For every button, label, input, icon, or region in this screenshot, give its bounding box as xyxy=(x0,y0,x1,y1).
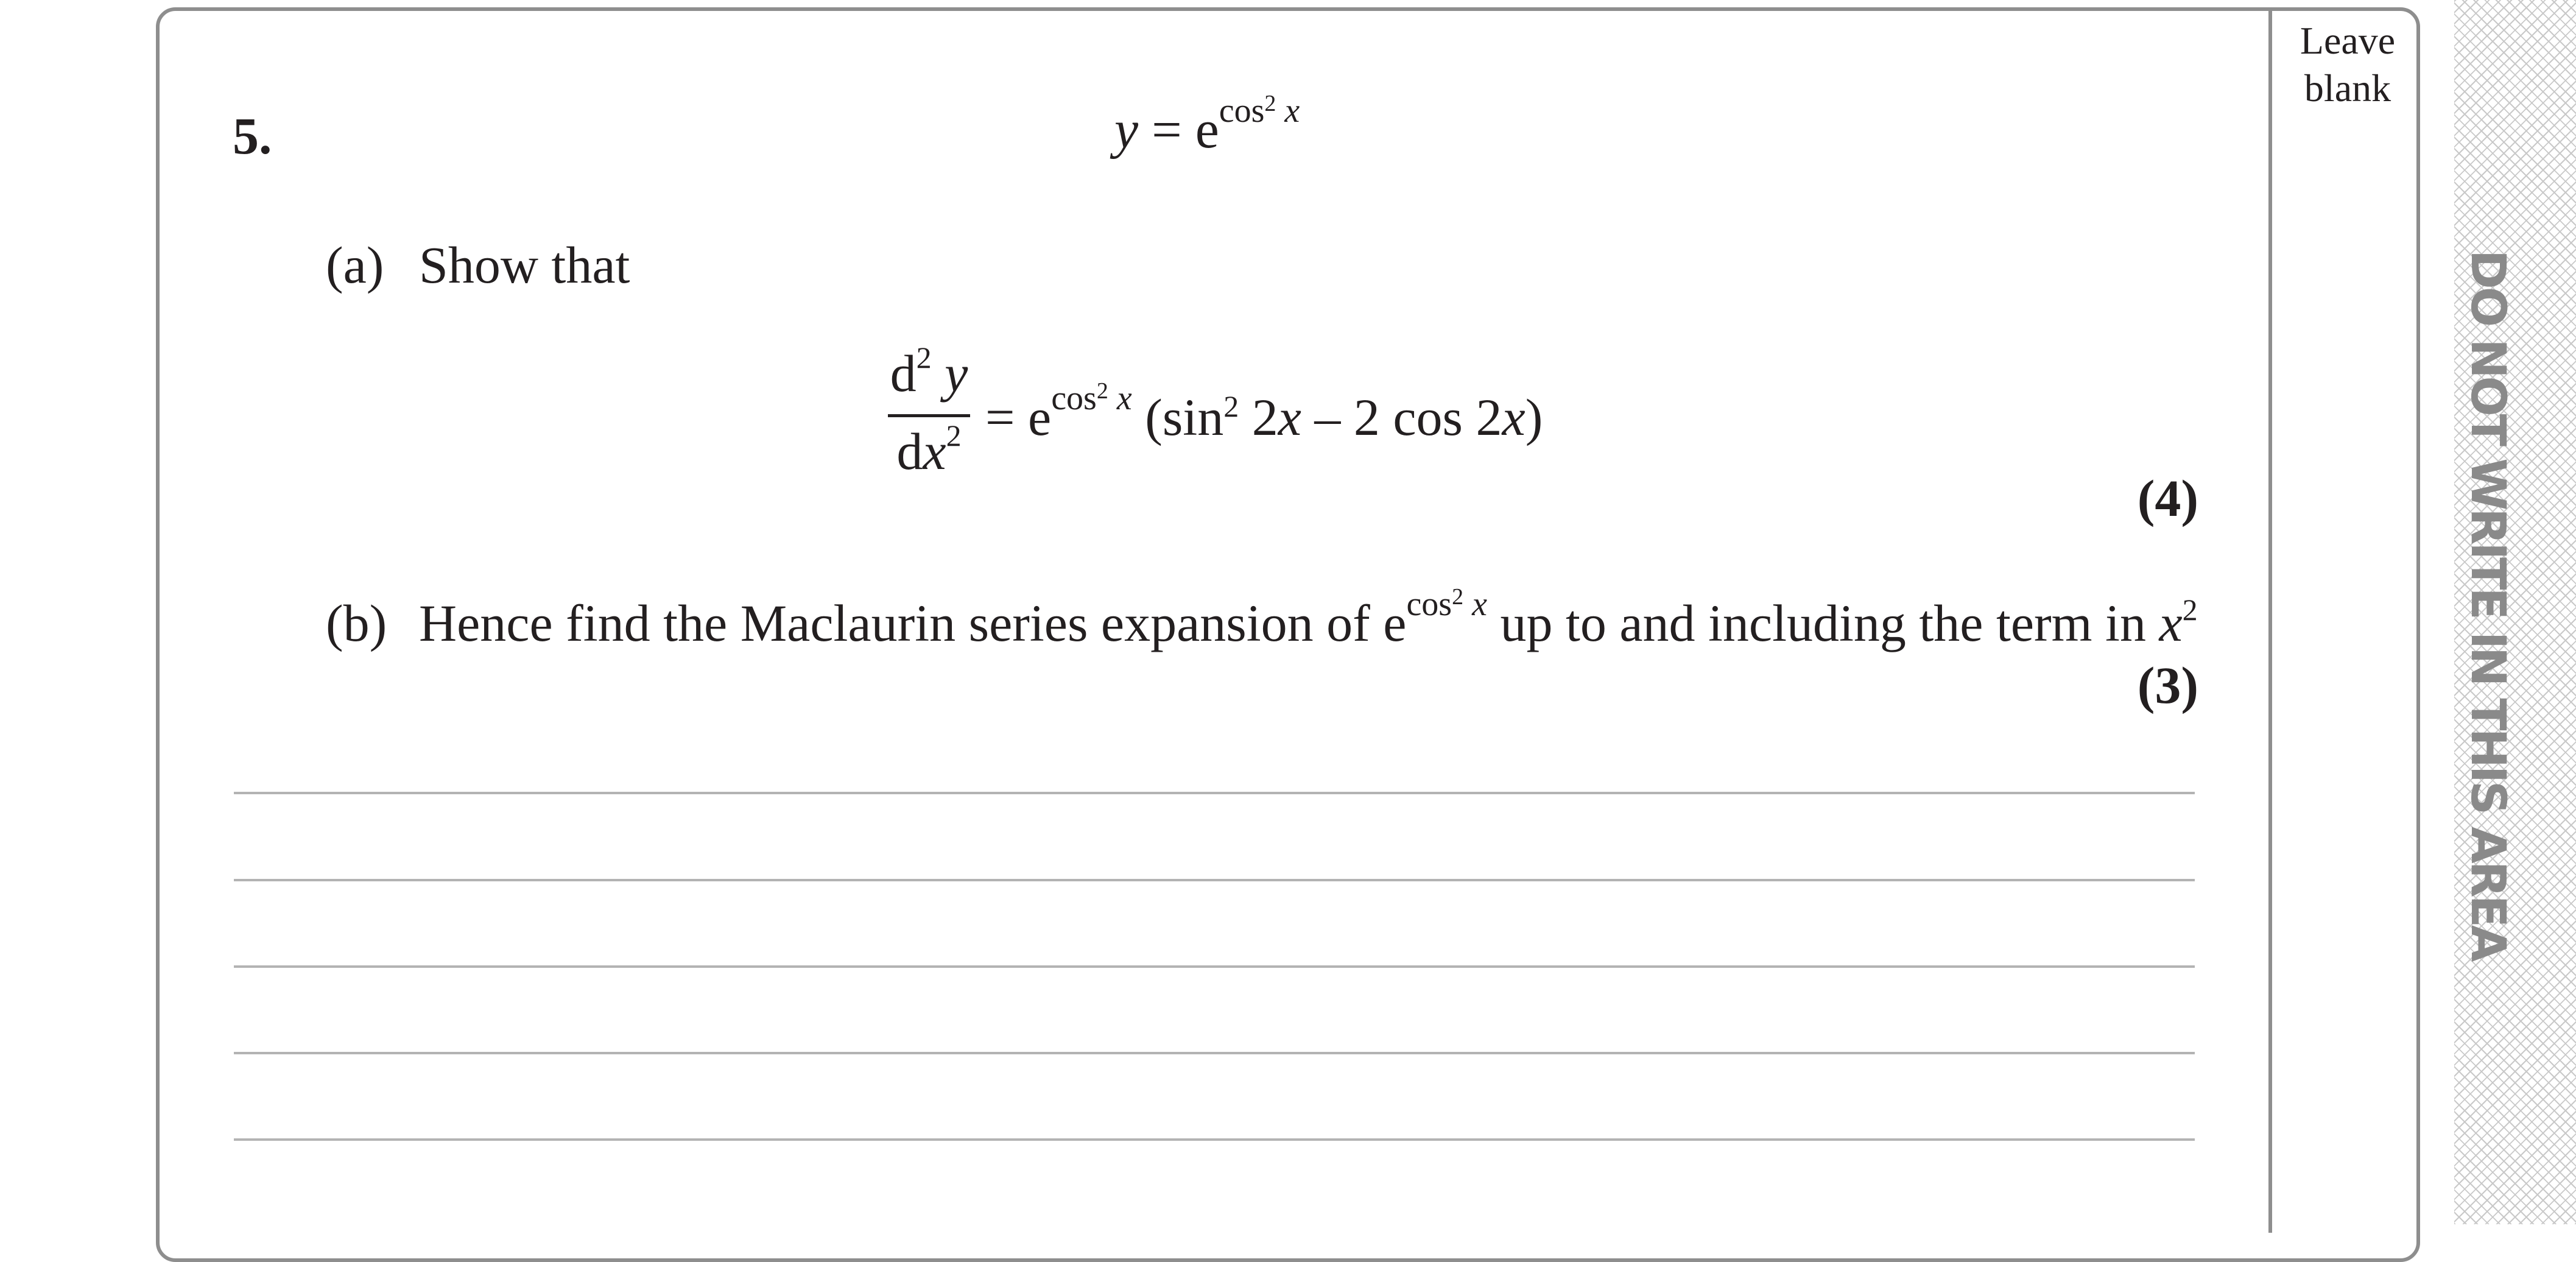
answer-line[interactable] xyxy=(234,1052,2195,1054)
part-a-marks: (4) xyxy=(2137,469,2198,527)
equation-lhs: y xyxy=(1114,100,1139,160)
leave-blank-divider xyxy=(2268,9,2272,1233)
part-a-text: Show that xyxy=(419,236,630,294)
fraction-denominator: $dx^2$ xyxy=(896,418,962,481)
answer-line[interactable] xyxy=(234,965,2195,968)
part-a-label: (a) xyxy=(326,236,384,294)
fraction-bar xyxy=(888,414,970,417)
question-number: 5. xyxy=(233,107,272,165)
part-b-text: Hence find the Maclaurin series expansion of $e^{cos^2 x}$ up to and including the term in $x^2$ xyxy=(419,584,2198,652)
part-b-label: (b) xyxy=(326,594,387,652)
answer-line[interactable] xyxy=(234,1138,2195,1141)
answer-line[interactable] xyxy=(234,792,2195,794)
leave-blank-line2: blank xyxy=(2304,66,2391,110)
equation-exponent: cos2 x xyxy=(1219,91,1300,130)
leave-blank-label xyxy=(2278,17,2418,112)
do-not-write-notice: DO NOT WRITE IN THIS AREA xyxy=(2460,250,2515,960)
answer-line[interactable] xyxy=(234,879,2195,881)
part-a-rhs: = $e^{cos^2 x}$ ($\sin^2$ 2x – 2 cos 2x) xyxy=(985,378,1543,446)
leave-blank-line1: Leave xyxy=(2300,19,2396,62)
part-b-marks: (3) xyxy=(2137,656,2198,714)
fraction-numerator: $d^2$ y xyxy=(890,340,968,403)
equation-base: e xyxy=(1195,100,1219,160)
equation-equals: = xyxy=(1152,100,1182,160)
main-equation xyxy=(1114,91,1300,160)
